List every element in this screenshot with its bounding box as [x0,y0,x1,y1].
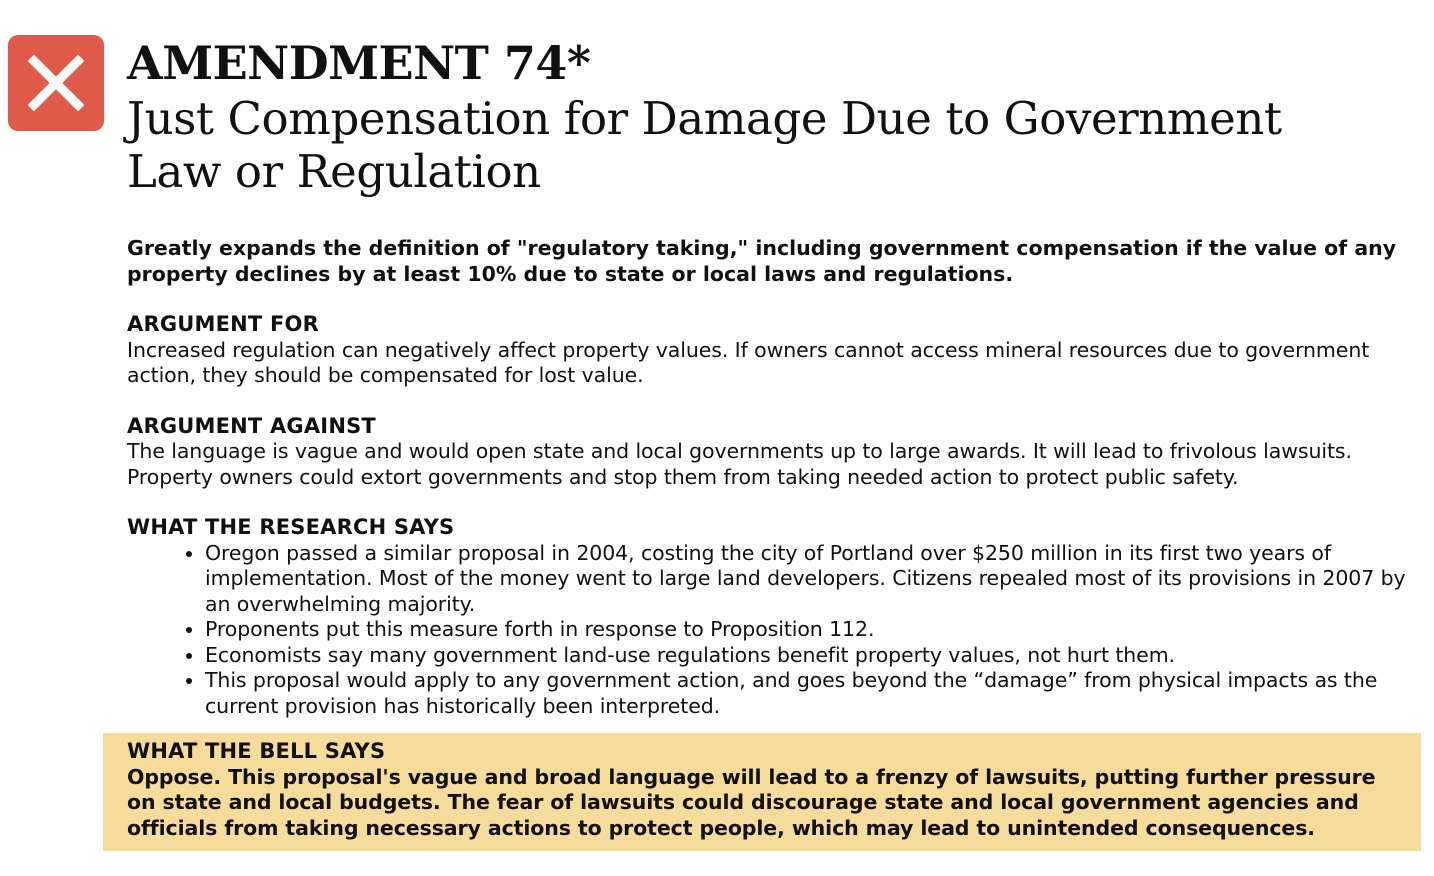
argument-for-text: Increased regulation can negatively affect property values. If owners cannot access mineral resources due to government action, they should be compensated for lost value. [127,337,1370,387]
x-mark-icon [28,55,84,111]
research-list [127,541,1412,720]
bell-recommendation-box [103,733,1421,851]
bell-heading: WHAT THE BELL SAYS [127,739,386,763]
oppose-badge [8,35,104,131]
amendment-subtitle [127,92,1417,198]
subtitle-line-2: Law or Regulation [127,145,541,198]
subtitle-line-1: Just Compensation for Damage Due to Government [127,92,1282,145]
list-item: • Economists say many government land-use regulations benefit property values, not hurt them. [205,643,1412,669]
list-item: • Oregon passed a similar proposal in 2004, costing the city of Portland over $250 million in its first two years of implementation. Most of the money went to large land developers. Citizens repealed most of its provisions in 2007 by an overwhelming majority. [205,541,1412,618]
list-item: • Proponents put this measure forth in response to Proposition 112. [205,617,1412,643]
bell-text: Oppose. This proposal's vague and broad language will lead to a frenzy of lawsuits, putting further pressure on state and local budgets. The fear of lawsuits could discourage state and local government agencies and officials from taking necessary actions to protect people, which may lead to unintended consequences. [127,764,1376,840]
argument-for-heading: ARGUMENT FOR [127,312,319,336]
content [127,236,1412,719]
argument-against-text: The language is vague and would open state and local governments up to large awards. It will lead to frivolous lawsuits. Property owners could extort governments and stop them from taking needed action to protect public safety. [127,439,1352,489]
list-item: • This proposal would apply to any government action, and goes beyond the “damage” from physical impacts as the current provision has historically been interpreted. [205,668,1412,719]
research-heading: WHAT THE RESEARCH SAYS [127,515,455,539]
argument-against-heading: ARGUMENT AGAINST [127,413,376,438]
amendment-title: AMENDMENT 74* [127,36,591,90]
title-block [127,34,1417,198]
summary-text: Greatly expands the definition of "regulatory taking," including government compensation if the value of any property declines by at least 10% due to state or local laws and regulations. [127,236,1397,286]
